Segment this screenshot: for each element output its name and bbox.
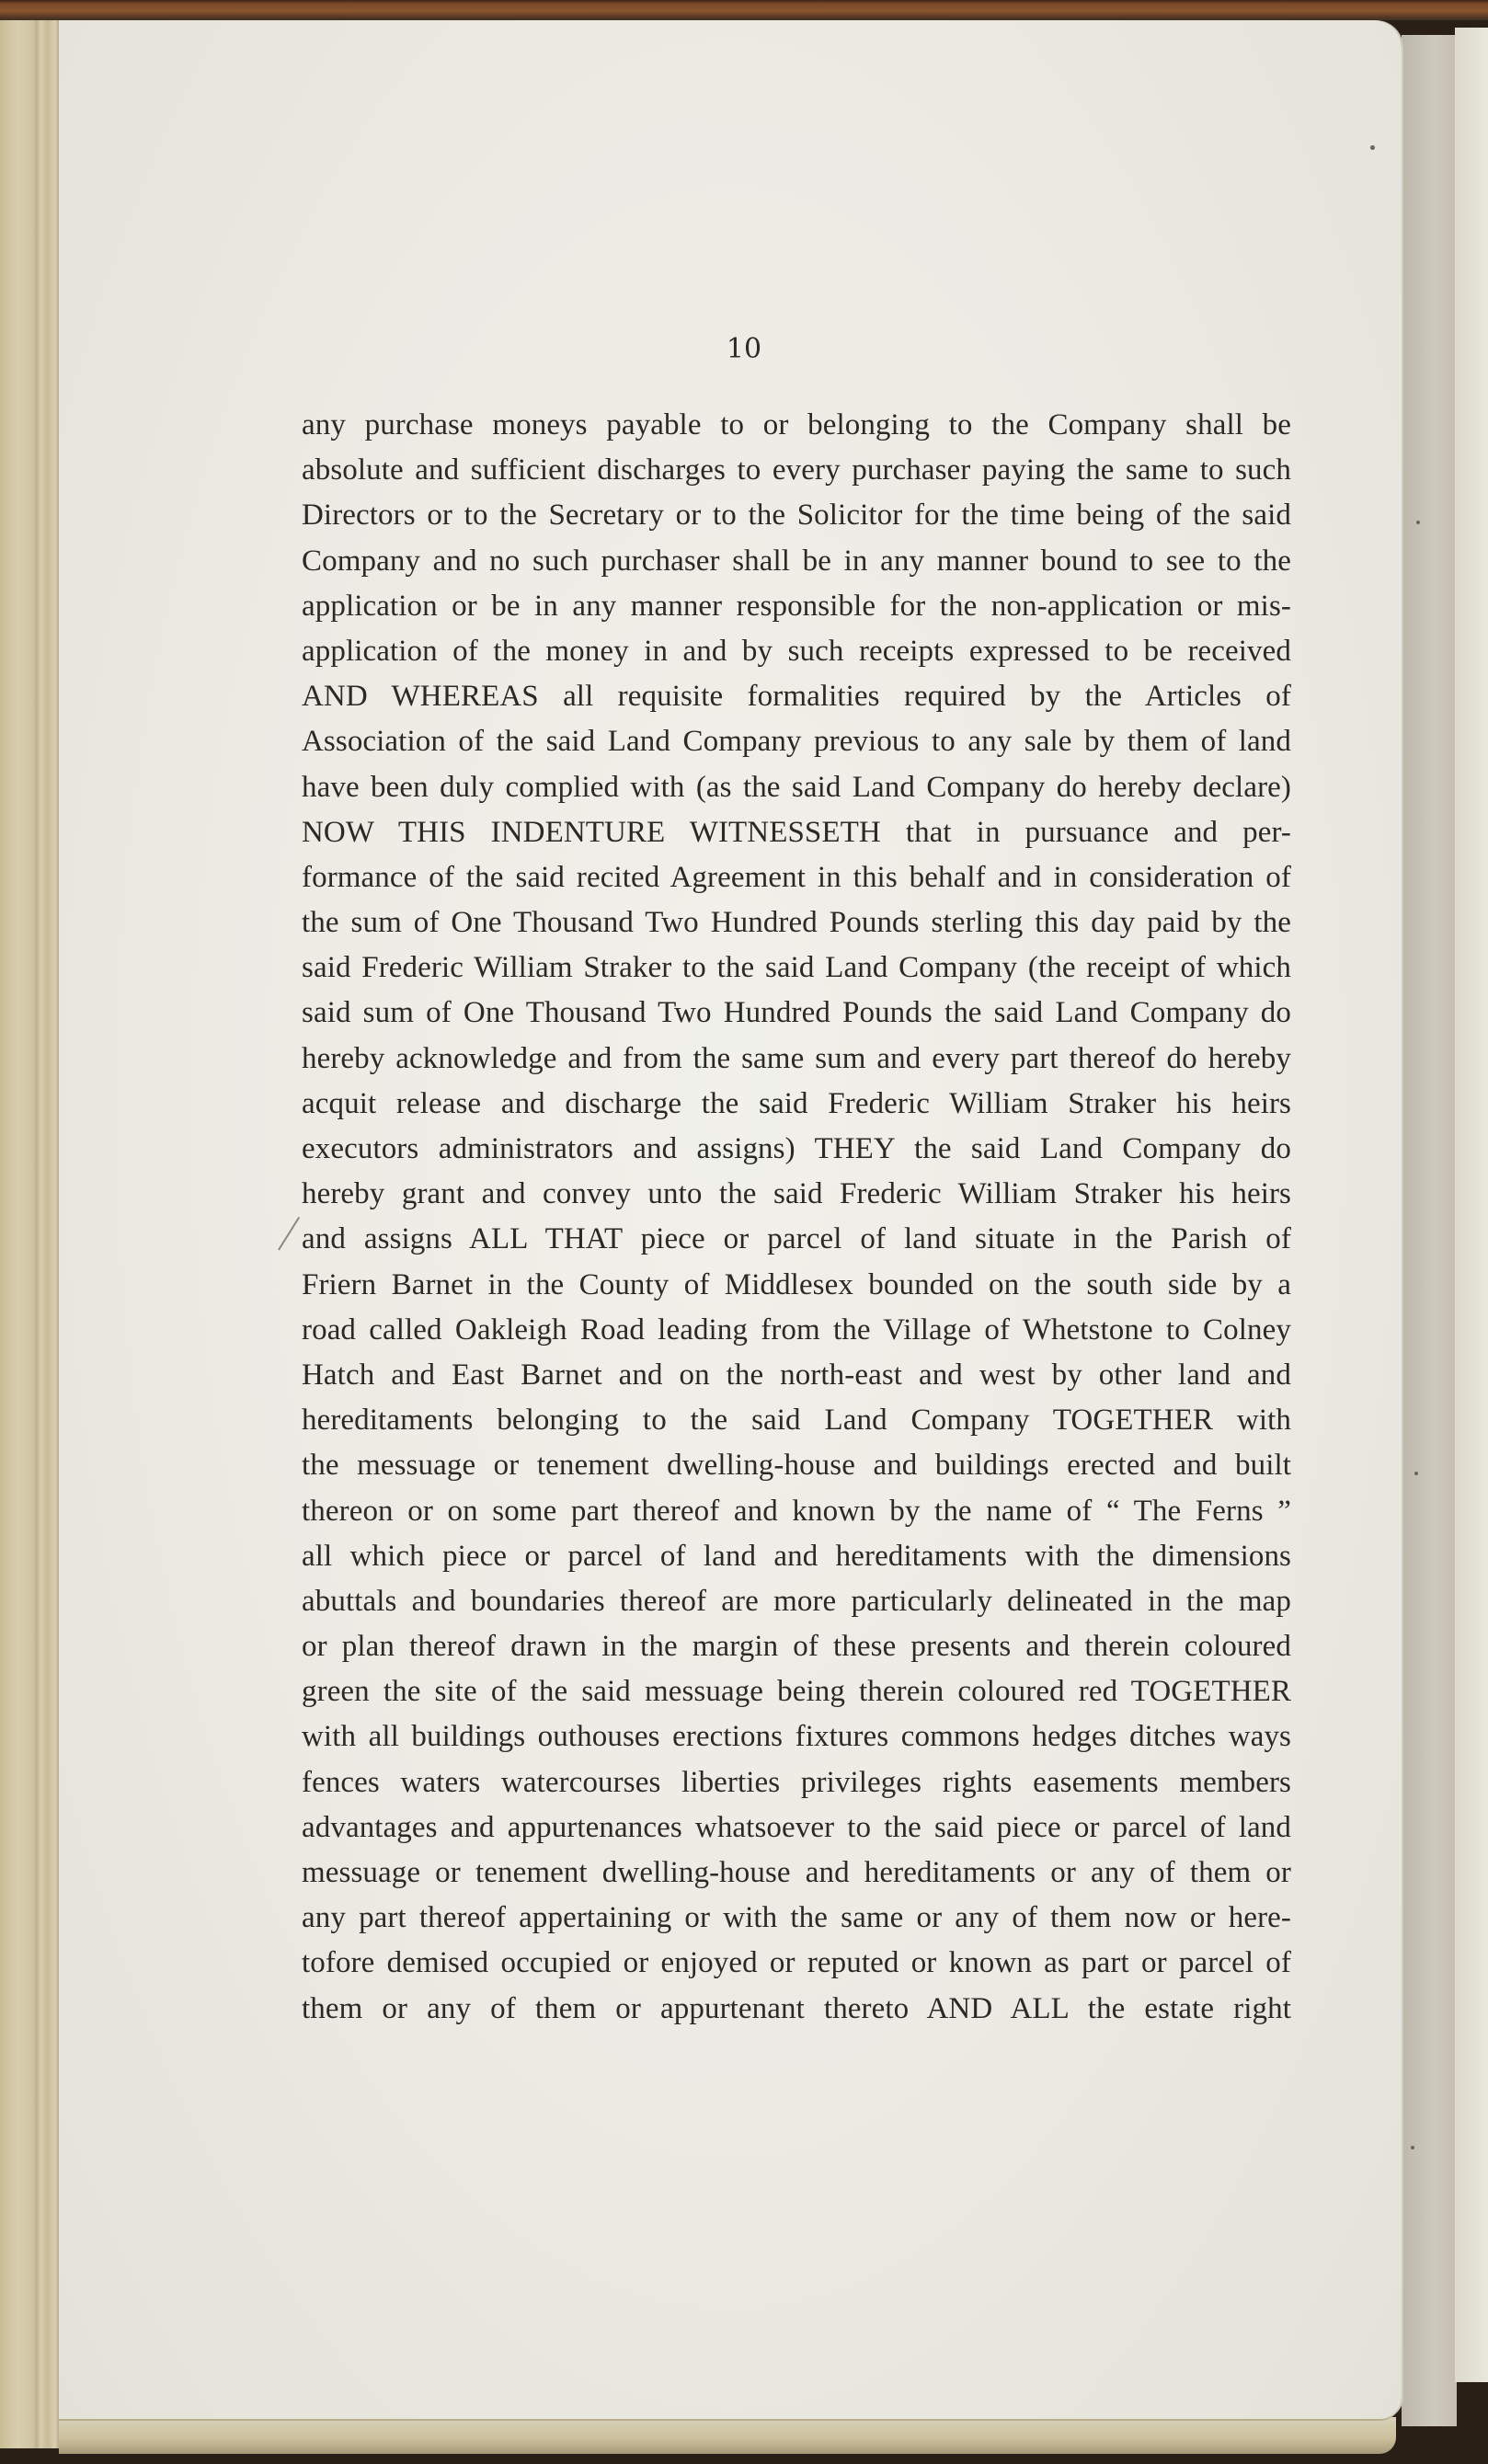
text-line: Company and no such purchaser shall be in any manner bound to see to the	[302, 544, 1291, 578]
paper-speck	[1414, 1472, 1418, 1475]
text-line: formance of the said recited Agreement in this behalf and in consideration of	[302, 860, 1291, 894]
text-line: Directors or to the Secretary or to the Solicitor for the time being of the said	[302, 499, 1291, 533]
text-line: tofore demised occupied or enjoyed or reputed or known as part or parcel of	[302, 1946, 1291, 1980]
text-line: Friern Barnet in the County of Middlesex bounded on the south side by a	[302, 1267, 1291, 1301]
paper-speck	[1416, 521, 1420, 524]
text-line: hereby grant and convey unto the said Frederic William Straker his heirs	[302, 1177, 1291, 1211]
text-line: green the site of the said messuage being therein coloured red TOGETHER	[302, 1675, 1291, 1709]
text-line: acquit release and discharge the said Frederic William Straker his heirs	[302, 1086, 1291, 1120]
text-line: said Frederic William Straker to the said Land Company (the receipt of which	[302, 951, 1291, 985]
page-bottom-edge	[59, 2417, 1396, 2454]
text-line: messuage or tenement dwelling-house and hereditaments or any of them or	[302, 1856, 1291, 1889]
text-line: fences waters watercourses liberties privileges rights easements members	[302, 1765, 1291, 1799]
text-line: application of the money in and by such receipts expressed to be received	[302, 634, 1291, 668]
text-line: any part thereof appertaining or with the same or any of them now or here-	[302, 1901, 1291, 1935]
text-line: them or any of them or appurtenant thereto AND ALL the estate right	[302, 1991, 1291, 2025]
text-line: the sum of One Thousand Two Hundred Pounds sterling this day paid by the	[302, 906, 1291, 940]
page-fold-right	[1402, 35, 1457, 2426]
text-line: hereby acknowledge and from the same sum and every part thereof do hereby	[302, 1041, 1291, 1075]
text-line: Hatch and East Barnet and on the north-east and west by other land and	[302, 1358, 1291, 1392]
text-line: said sum of One Thousand Two Hundred Pounds the said Land Company do	[302, 996, 1291, 1030]
page-number: 10	[726, 333, 762, 365]
text-line: application or be in any manner responsible for the non-application or mis-	[302, 589, 1291, 623]
book-binding-top	[0, 0, 1488, 20]
paper-speck	[1411, 2146, 1414, 2149]
paper-speck	[1370, 145, 1375, 150]
text-line: executors administrators and assigns) THEY the said Land Company do	[302, 1132, 1291, 1165]
text-line: road called Oakleigh Road leading from the Village of Whetstone to Colney	[302, 1312, 1291, 1347]
text-line: NOW THIS INDENTURE WITNESSETH that in pursuance and per-	[302, 815, 1291, 849]
text-line: any purchase moneys payable to or belonging to the Company shall be	[302, 408, 1291, 441]
text-line: and assigns ALL THAT piece or parcel of land situate in the Parish of	[302, 1222, 1291, 1256]
text-line: Association of the said Land Company previous to any sale by them of land	[302, 725, 1291, 759]
book-gutter-left	[0, 20, 59, 2448]
text-line: absolute and sufficient discharges to every purchaser paying the same to such	[302, 453, 1291, 487]
text-line: or plan thereof drawn in the margin of these presents and therein coloured	[302, 1630, 1291, 1664]
next-page-edge	[1455, 28, 1488, 2382]
text-line: the messuage or tenement dwelling-house and buildings erected and built	[302, 1449, 1291, 1483]
text-line: with all buildings outhouses erections fixtures commons hedges ditches ways	[302, 1720, 1291, 1754]
text-line: advantages and appurtenances whatsoever to the said piece or parcel of land	[302, 1810, 1291, 1844]
text-line: have been duly complied with (as the said Land Company do hereby declare)	[302, 770, 1291, 804]
body-text	[302, 403, 1291, 2032]
text-line: hereditaments belonging to the said Land Company TOGETHER with	[302, 1404, 1291, 1438]
text-line: abuttals and boundaries thereof are more particularly delineated in the map	[302, 1584, 1291, 1618]
text-line: thereon or on some part thereof and known by the name of “ The Ferns ”	[302, 1494, 1291, 1528]
text-line: AND WHEREAS all requisite formalities required by the Articles of	[302, 680, 1291, 714]
text-line: all which piece or parcel of land and hereditaments with the dimensions	[302, 1539, 1291, 1573]
